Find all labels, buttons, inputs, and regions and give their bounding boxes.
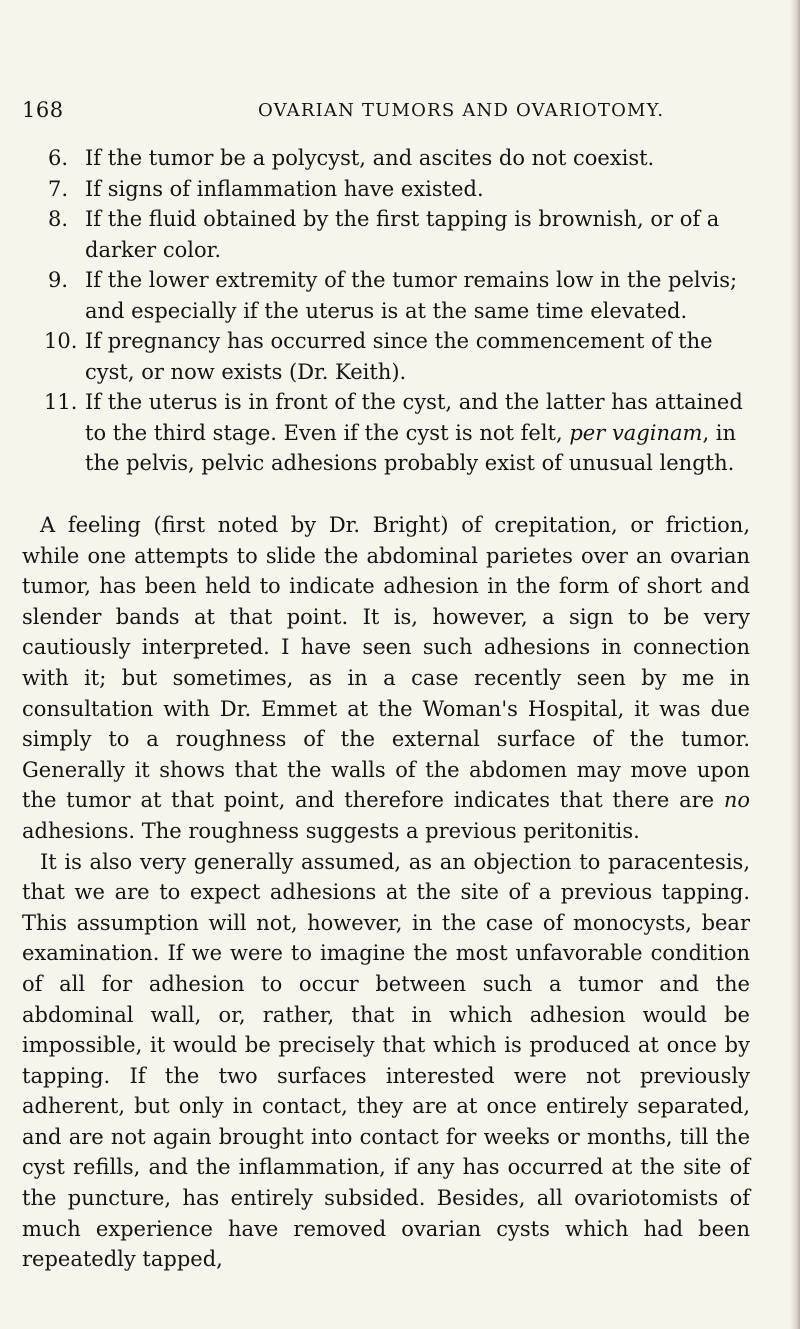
list-text: If the tumor be a polycyst, and ascites do not coexist.	[85, 146, 655, 170]
list-number: 8.	[48, 207, 69, 231]
numbered-list	[44, 143, 750, 479]
page-edge-shadow	[790, 0, 800, 1329]
paragraph-text: A feeling (first noted by Dr. Bright) of crepitation, or friction, while one attempts to slide the abdominal parietes over an ovarian tumor, has been held to indicate adhesion in the form of short and slender bands at that point. It is, however, a sign to be very cautiously interpreted. I have seen such adhesions in connection with it; but sometimes, as in a case recently seen by me in consultation with Dr. Emmet at the Woman's Hospital, it was due simply to a roughness of the external surface of the tumor. Generally it shows that the walls of the abdomen may move upon the tumor at that point, and therefore indicates that there are	[22, 513, 750, 813]
list-item	[48, 174, 750, 205]
running-head: OVARIAN TUMORS AND OVARIOTOMY.	[258, 100, 665, 121]
list-text-italic: per vaginam	[569, 420, 703, 445]
list-item	[48, 204, 750, 265]
paragraph-text-italic: no	[723, 788, 750, 813]
list-number: 9.	[48, 268, 69, 292]
paragraph-text: It is also very generally assumed, as an objection to paracentesis, that we are to expect adhesions at the site of a previous tapping. This assumption will not, however, in the case of monocysts, bear examination. If we were to imagine the most unfavorable condition of all for adhesion to occur between such a tumor and the abdominal wall, or, rather, that in which adhesion would be impossible, it would be precisely that which is produced at once by tapping. If the two surfaces interested were not previously adherent, but only in contact, they are at once entirely separated, and are not again brought into contact for weeks or months, till the cyst refills, and the inflammation, if any has occurred at the site of the puncture, has entirely subsided. Besides, all ovariotomists of much experience have removed ovarian cysts which had been repeatedly tapped,	[22, 849, 750, 1272]
paragraph-text: adhesions. The roughness suggests a previous peritonitis.	[22, 818, 640, 843]
list-number: 10.	[44, 329, 78, 353]
list-item	[48, 143, 750, 174]
paragraph	[22, 510, 750, 847]
list-number: 11.	[44, 390, 78, 414]
paragraph	[22, 847, 750, 1275]
body-text	[22, 510, 750, 1275]
list-text: If the lower extremity of the tumor remains low in the pelvis; and especially if the uterus is at the same time elevated.	[85, 268, 738, 323]
list-text: , in the pelvis, pelvic adhesions probably exist of unusual length.	[85, 420, 737, 475]
list-item	[44, 326, 750, 387]
list-text: If signs of inflammation have existed.	[85, 176, 484, 201]
list-text: If the fluid obtained by the first tapping is brownish, or of a darker color.	[85, 207, 720, 262]
list-number: 6.	[48, 146, 69, 170]
list-item	[48, 265, 750, 326]
list-item	[44, 387, 750, 479]
list-number: 7.	[48, 176, 69, 201]
page-number: 168	[22, 98, 64, 122]
list-text: If the uterus is in front of the cyst, and the latter has attained to the third stage. Even if the cyst is not felt,	[85, 390, 743, 445]
page-header	[22, 98, 760, 126]
list-text: If pregnancy has occurred since the commencement of the cyst, or now exists (Dr. Keith).	[85, 329, 713, 384]
